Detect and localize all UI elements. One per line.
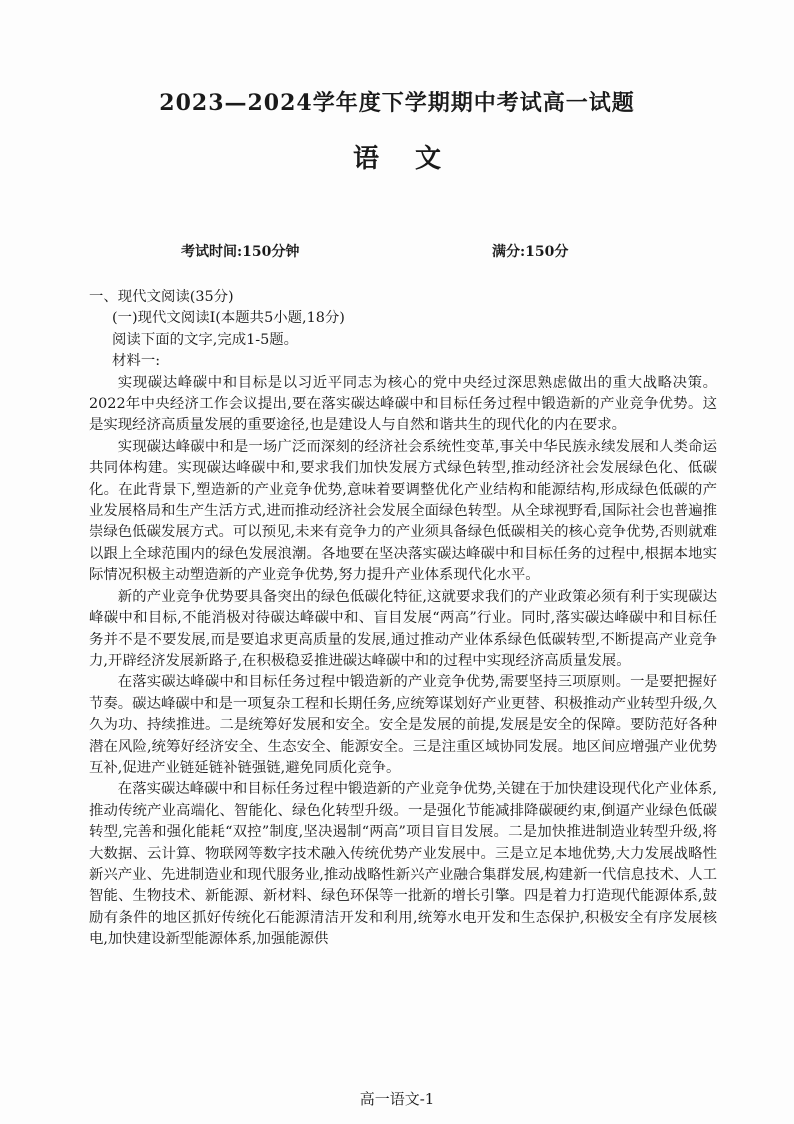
section-heading: 一、现代文阅读(35分) <box>89 289 234 305</box>
paragraph: 实现碳达峰碳中和是一场广泛而深刻的经济社会系统性变革,事关中华民族永续发展和人类命运共同体构建。实现碳达峰碳中和,要求我们加快发展方式绿色转型,推动经济社会发展绿色化、低碳化。在此背景下,塑造新的产业竞争优势,意味着要调整优化产业结构和能源结构,形成绿色低碳的产业发展格局和生产生活方式,进而推动经济社会发展全面绿色转型。从全球视野看,国际社会也普遍推崇绿色低碳发展方式。可以预见,未来有竞争力的产业须具备绿色低碳相关的核心竞争优势,否则就难以跟上全球范围内的绿色发展浪潮。各地要在坚决落实碳达峰碳中和目标任务的过程中,根据本地实际情况积极主动塑造新的产业竞争优势,努力提升产业体系现代化水平。 <box>89 438 717 584</box>
paragraph: 新的产业竞争优势要具备突出的绿色低碳化特征,这就要求我们的产业政策必须有利于实现碳达峰碳中和目标,不能消极对待碳达峰碳中和、盲目发展“两高”行业。同时,落实碳达峰碳中和目标任务并不是不要发展,而是要追求更高质量的发展,通过推动产业体系绿色低碳转型,不断提高产业竞争力,开辟经济发展新路子,在积极稳妥推进碳达峰碳中和的过程中实现经济高质量发展。 <box>89 588 717 669</box>
reading-passage <box>89 287 717 951</box>
paragraph: 在落实碳达峰碳中和目标任务过程中锻造新的产业竞争优势,需要坚持三项原则。一是要把握好节奏。碳达峰碳中和是一项复杂工程和长期任务,应统筹谋划好产业更替、积极推动产业转型升级,久久为功、持续推进。二是统筹好发展和安全。安全是发展的前提,发展是安全的保障。要防范好各种潜在风险,统筹好经济安全、生态安全、能源安全。三是注重区域协同发展。地区间应增强产业优势互补,促进产业链延链补链强链,避免同质化竞争。 <box>89 674 717 776</box>
subsection-heading: (一)现代文阅读Ⅰ(本题共5小题,18分) <box>112 310 345 327</box>
material-label: 材料一: <box>112 353 161 370</box>
subject-title: 语文 <box>352 144 477 174</box>
paragraph: 实现碳达峰碳中和目标是以习近平同志为核心的党中央经过深思熟虑做出的重大战略决策。2022年中央经济工作会议提出,要在落实碳达峰碳中和目标任务过程中锻造新的产业竞争优势。这是实现经济高质量发展的重要途径,也是建设人与自然和谐共生的现代化的内在要求。 <box>89 374 717 434</box>
exam-title: 2023—2024学年度下学期期中考试高一试题 <box>159 90 635 116</box>
exam-time: 考试时间:150分钟 <box>181 244 300 260</box>
full-score: 满分:150分 <box>492 244 569 260</box>
page-footer: 高一语文-1 <box>359 1090 435 1108</box>
instruction-text: 阅读下面的文字,完成1-5题。 <box>112 331 299 348</box>
paragraph: 在落实碳达峰碳中和目标任务过程中锻造新的产业竞争优势,关键在于加快建设现代化产业体系,推动传统产业高端化、智能化、绿色化转型升级。一是强化节能减排降碳硬约束,倒逼产业绿色低碳转型,完善和强化能耗“双控”制度,坚决遏制“两高”项目盲目发展。二是加快推进制造业转型升级,将大数据、云计算、物联网等数字技术融入传统优势产业发展中。三是立足本地优势,大力发展战略性新兴产业、先进制造业和现代服务业,推动战略性新兴产业融合集群发展,构建新一代信息技术、人工智能、生物技术、新能源、新材料、绿色环保等一批新的增长引擎。四是着力打造现代能源体系,鼓励有条件的地区抓好传统化石能源清洁开发和利用,统筹水电开发和生态保护,积极安全有序发展核电,加快建设新型能源体系,加强能源供 <box>89 781 717 948</box>
